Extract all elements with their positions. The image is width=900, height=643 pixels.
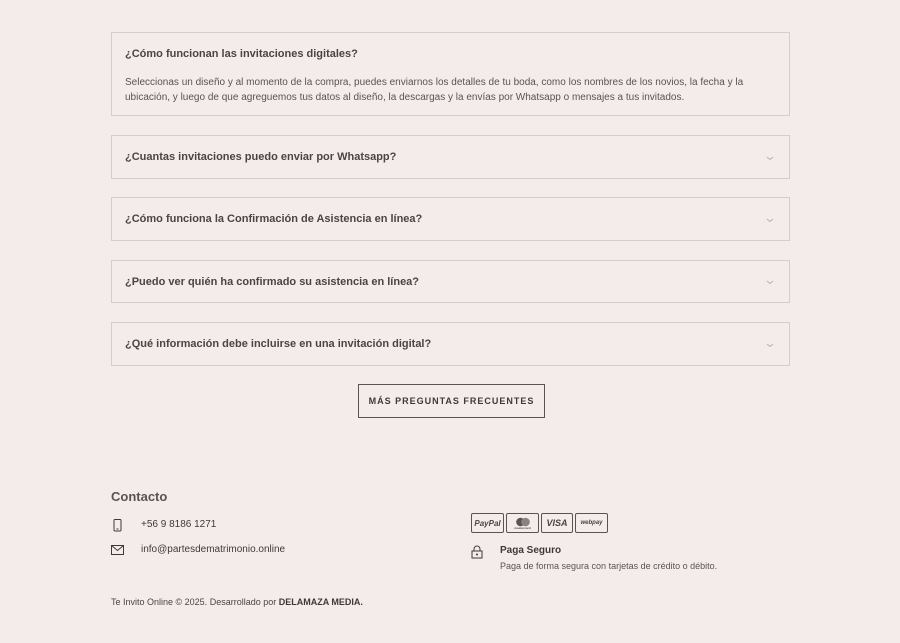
webpay-label: webpay [580, 520, 603, 526]
chevron-down-icon[interactable] [765, 340, 775, 350]
faq-item-3[interactable] [111, 197, 790, 241]
visa-card [541, 513, 573, 533]
paypal-card [471, 513, 504, 533]
faq-question-1[interactable]: ¿Cómo funcionan las invitaciones digitales? [125, 48, 358, 60]
secure-pay-title: Paga Seguro [500, 545, 562, 556]
faq-answer-1: Seleccionas un diseño y al momento de la compra, puedes enviarnos los detalles de tu boda, como los nombres de los novios, la fecha y la ubicación, y luego de que agreguemos tus datos al diseño, la descargas y la envías por Whatsapp o mensajes a tus invitados. [125, 77, 744, 103]
secure-pay-description: Paga de forma segura con tarjetas de crédito o débito. [500, 561, 718, 571]
phone-icon [113, 519, 123, 532]
lock-icon [471, 545, 483, 559]
faq-item-2[interactable] [111, 135, 790, 179]
faq-item-4[interactable] [111, 260, 790, 303]
contact-phone[interactable]: +56 9 8186 1271 [141, 519, 217, 530]
mastercard-label: mastercard [514, 525, 531, 530]
paypal-label: PayPal [474, 518, 501, 528]
mail-icon [111, 545, 124, 555]
faq-question-2[interactable]: ¿Cuantas invitaciones puedo enviar por Whatsapp? [125, 151, 397, 163]
contact-email[interactable]: info@partesdematrimonio.online [141, 544, 286, 555]
contact-title: Contacto [111, 489, 168, 504]
faq-question-3[interactable]: ¿Cómo funciona la Confirmación de Asistencia en línea? [125, 213, 423, 225]
chevron-down-icon[interactable] [765, 153, 775, 163]
mastercard-icon [514, 517, 532, 527]
copyright [111, 597, 363, 607]
more-faq-button[interactable]: MÁS PREGUNTAS FRECUENTES [358, 384, 545, 418]
faq-item-1[interactable] [111, 32, 790, 116]
faq-item-5[interactable] [111, 322, 790, 366]
chevron-down-icon[interactable] [765, 215, 775, 225]
webpay-card [575, 513, 608, 533]
chevron-down-icon[interactable] [765, 277, 775, 287]
visa-label: VISA [546, 518, 568, 528]
mastercard-card [506, 513, 539, 533]
faq-question-5[interactable]: ¿Qué información debe incluirse en una invitación digital? [125, 338, 432, 350]
copyright-text: Te Invito Online © 2025. Desarrollado por [111, 597, 277, 607]
faq-question-4[interactable]: ¿Puedo ver quién ha confirmado su asistencia en línea? [125, 276, 420, 288]
developer-link[interactable]: DELAMAZA MEDIA. [278, 597, 363, 607]
